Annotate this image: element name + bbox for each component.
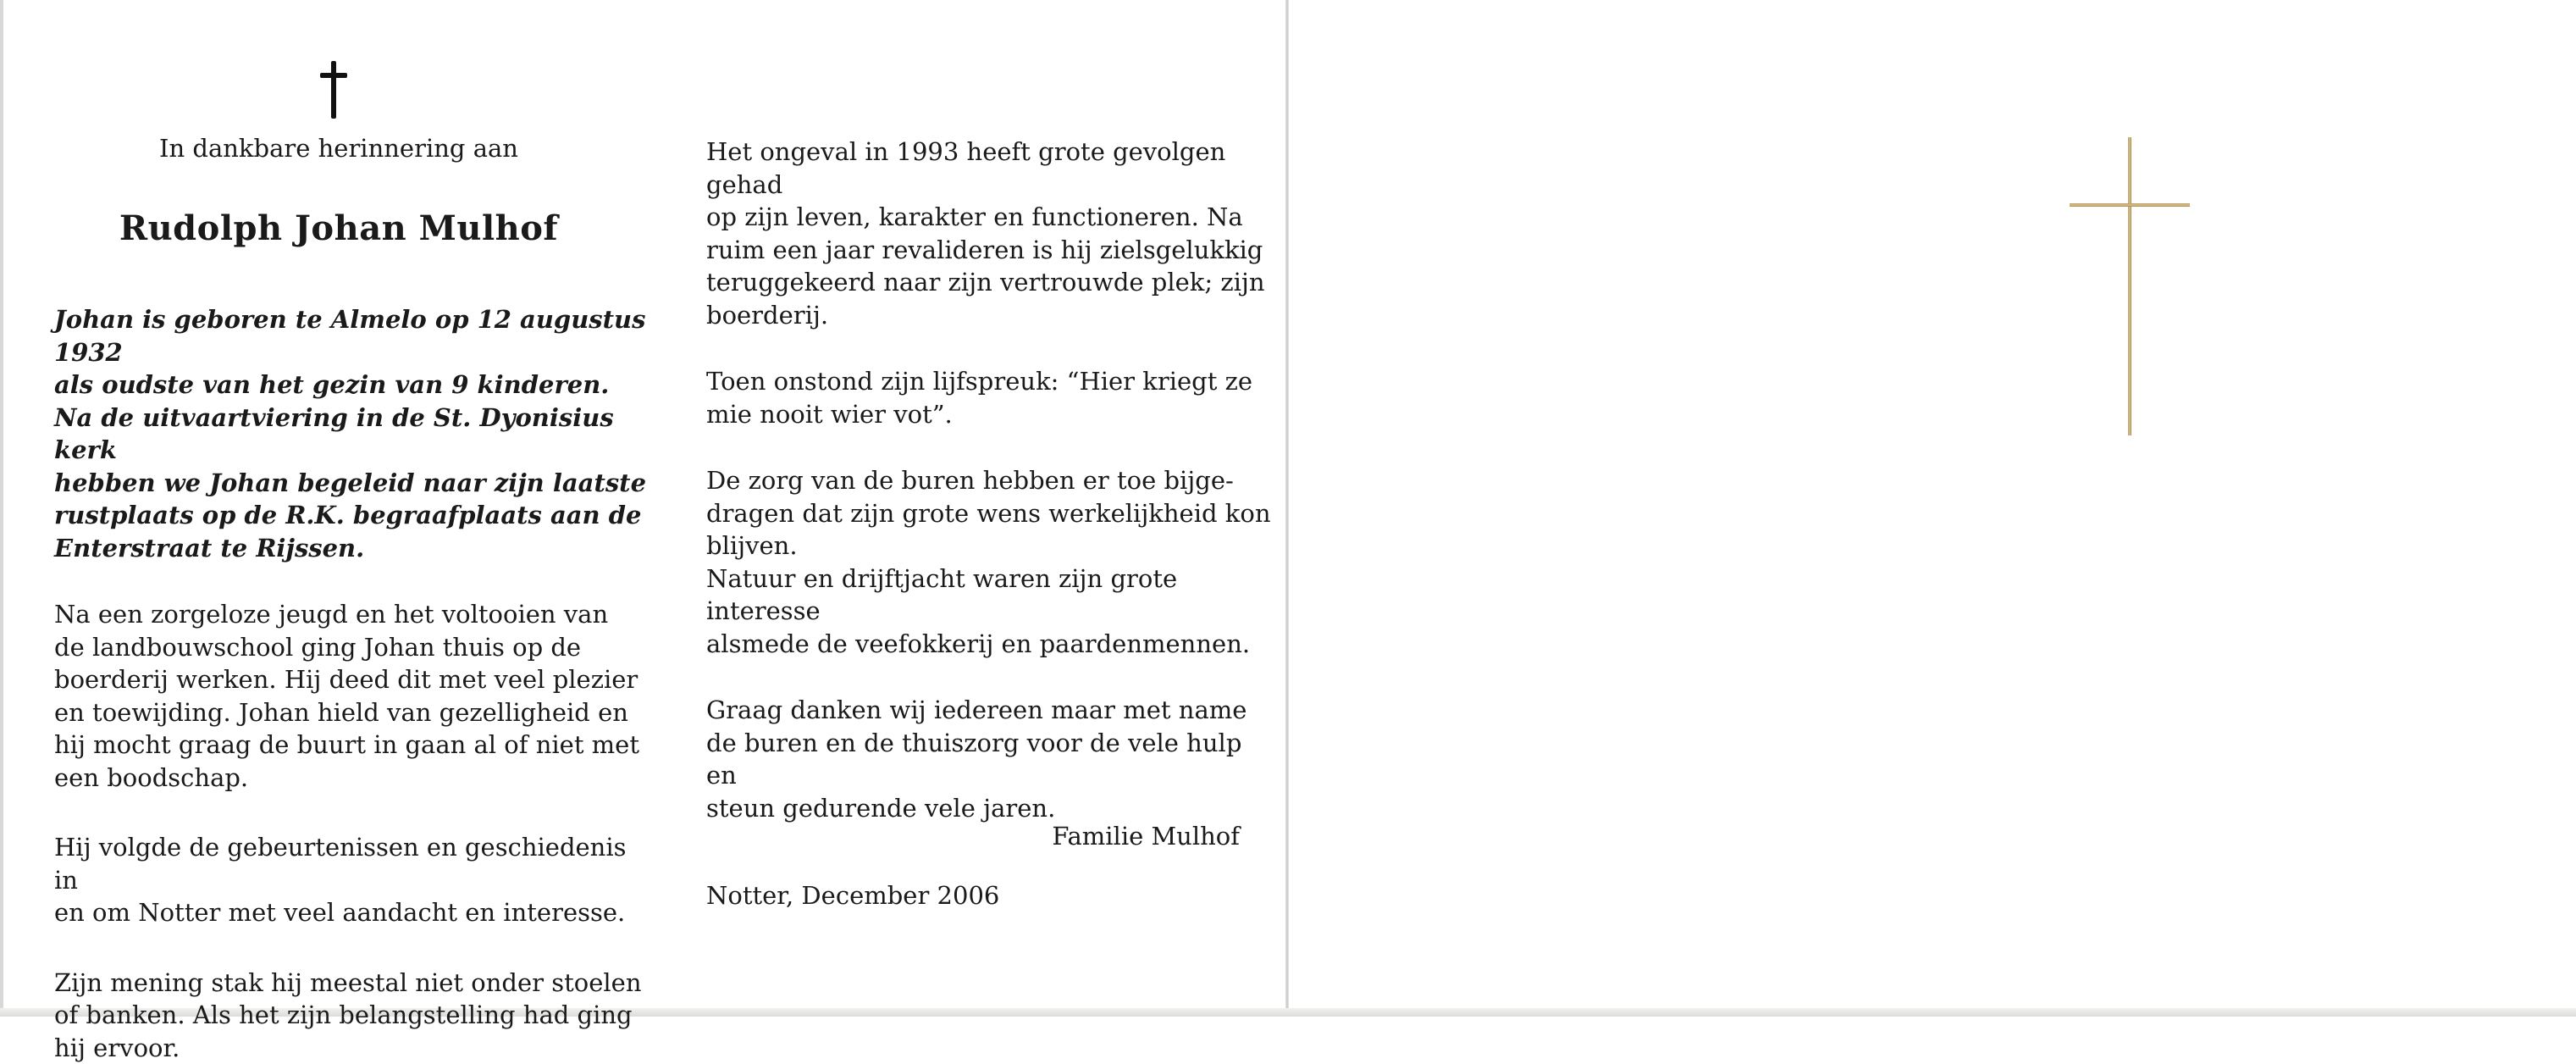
motto-paragraph: Toen onstond zijn lijfspreuk: “Hier kriegt ze mie nooit wier vot”.: [706, 365, 1274, 430]
card-front: [1289, 0, 2576, 1013]
care-paragraph: De zorg van de buren hebben er toe bijge- dragen dat zijn grote wens werkelijkheid kon blijven. Natuur en drijftjacht waren zijn grote interesse alsmede de veefokkerij en paardenmennen.: [706, 464, 1274, 660]
thanks-paragraph: Graag danken wij iedereen maar met name de buren en de thuiszorg voor de vele hulp en steun gedurende vele jaren.: [706, 694, 1274, 824]
youth-paragraph: Na een zorgeloze jeugd en het voltooien van de landbouwschool ging Johan thuis op de boerderij werken. Hij deed dit met veel plezier en toewijding. Johan hield van gezelligheid en hij mocht graag de buurt in gaan al of niet met een boodschap.: [54, 598, 647, 794]
place-date: Notter, December 2006: [706, 881, 1240, 910]
interests-paragraph: Hij volgde de gebeurtenissen en geschiedenis in en om Notter met veel aandacht en interesse.: [54, 831, 647, 929]
left-column: [54, 303, 647, 1064]
accident-paragraph: Het ongeval in 1993 heeft grote gevolgen gehad op zijn leven, karakter en functioneren. Na ruim een jaar revalideren is hij zielsgelukkig teruggekeerd naar zijn vertrouwde plek; zijn boerderij.: [706, 136, 1274, 331]
family-signature: Familie Mulhof: [706, 822, 1240, 851]
bio-paragraph: Johan is geboren te Almelo op 12 augustus 1932 als oudste van het gezin van 9 kinderen. Na de uitvaartviering in de St. Dyonisius kerk hebben we Johan begeleid naar zijn laatste rustplaats op de R.K. begraafplaats aan de Enterstraat te Rijssen.: [54, 303, 647, 564]
intro-line: In dankbare herinnering aan: [85, 134, 593, 163]
gold-cross-icon: [2070, 137, 2190, 435]
middle-column: [706, 136, 1274, 824]
deceased-name: Rudolph Johan Mulhof: [51, 208, 627, 248]
opinion-paragraph: Zijn mening stak hij meestal niet onder stoelen of banken. Als het zijn belangstelling had ging hij ervoor.: [54, 967, 647, 1064]
